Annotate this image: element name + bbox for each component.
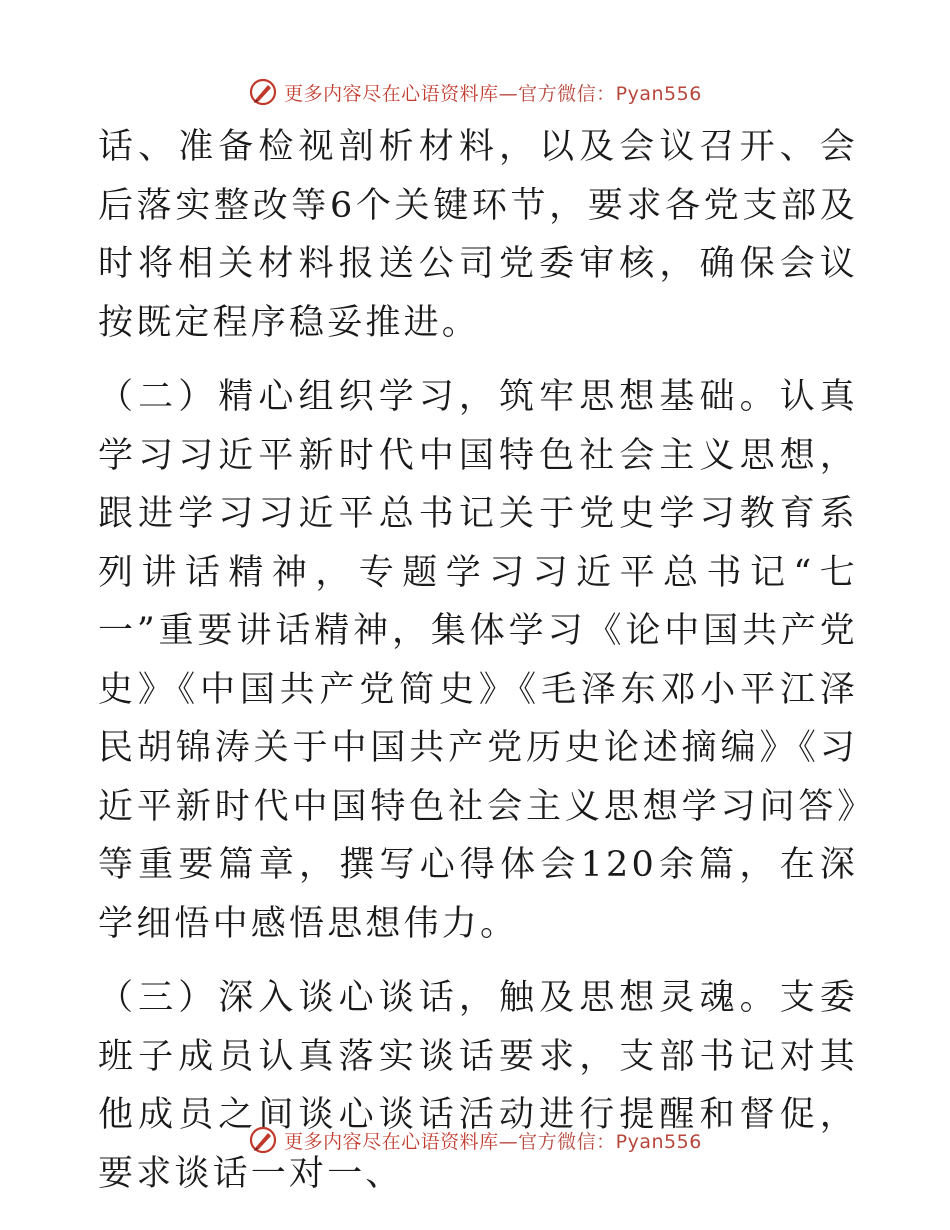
paragraph-continued: 话、准备检视剖析材料，以及会议召开、会后落实整改等6个关键环节，要求各党支部及时将相关材料报送公司党委审核，确保会议按既定程序稳妥推进。 (98, 127, 858, 343)
pen-circle-logo-icon (248, 77, 278, 107)
paragraph-section-2: （二）精心组织学习，筑牢思想基础。认真学习习近平新时代中国特色社会主义思想，跟进学习习近平总书记关于党史学习教育系列讲话精神，专题学习习近平总书记“七一”重要讲话精神，集体学习《论中国共产党史》《中国共产党简史》《毛泽东邓小平江泽民胡锦涛关于中国共产党历史论述摘编》《习近平新时代中国特色社会主义思想学习问答》等重要篇章，撰写心得体会120余篇，在深学细悟中感悟思想伟力。 (98, 377, 858, 944)
header-watermark (0, 72, 950, 112)
footer-watermark (0, 1120, 950, 1160)
pen-circle-logo-icon (248, 1125, 278, 1155)
paragraph-section-3: （三）深入谈心谈话，触及思想灵魂。支委班子成员认真落实谈话要求，支部书记对其他成员之间谈心谈话活动进行提醒和督促，要求谈话一对一、 (98, 978, 858, 1194)
document-body (98, 118, 858, 1203)
watermark-text: 更多内容尽在心语资料库—官方微信：Pyan556 (284, 82, 702, 105)
watermark-text: 更多内容尽在心语资料库—官方微信：Pyan556 (284, 1130, 702, 1153)
